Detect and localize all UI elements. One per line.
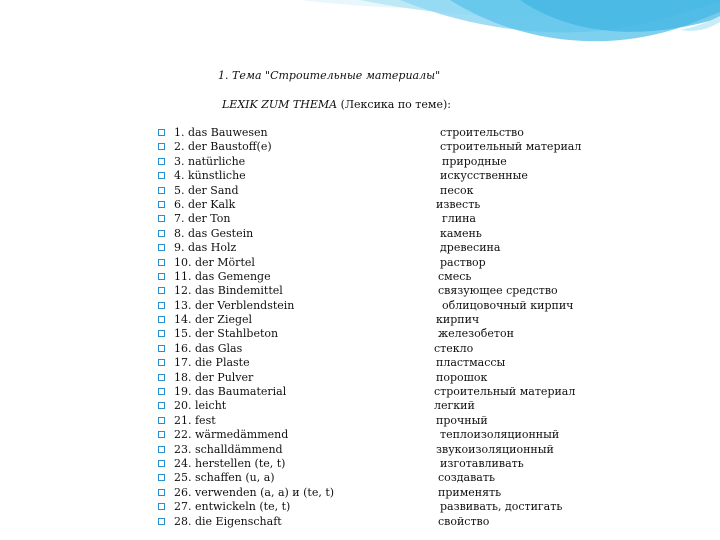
vocabulary-item (0, 256, 720, 270)
german-term: 1. das Bauwesen (174, 126, 268, 139)
checkbox-bullet-icon (158, 474, 165, 481)
checkbox-bullet-icon (158, 489, 165, 496)
checkbox-bullet-icon (158, 518, 165, 525)
russian-translation: строительный материал (440, 140, 582, 154)
german-term: 14. der Ziegel (174, 313, 253, 327)
russian-translation: свойство (438, 514, 490, 528)
german-term: 21. fest (174, 413, 216, 427)
russian-translation: изготавливать (440, 456, 524, 470)
checkbox-bullet-icon (158, 503, 165, 510)
german-term: 10. der Mörtel (174, 255, 255, 269)
checkbox-bullet-icon (158, 345, 165, 352)
vocabulary-item (0, 471, 720, 485)
german-term: 25. schaffen (u, a) (174, 471, 275, 485)
russian-translation: природные (442, 154, 507, 168)
german-term: 5. der Sand (174, 183, 239, 197)
vocabulary-item (0, 385, 720, 399)
checkbox-bullet-icon (158, 244, 165, 251)
russian-translation: глина (442, 212, 476, 226)
vocabulary-item (0, 241, 720, 255)
german-term: 11. das Gemenge (174, 269, 271, 283)
russian-translation: песок (440, 183, 474, 197)
russian-translation: строительный материал (434, 385, 576, 399)
vocabulary-item (0, 227, 720, 241)
checkbox-bullet-icon (158, 230, 165, 237)
checkbox-bullet-icon (158, 143, 165, 150)
checkbox-bullet-icon (158, 215, 165, 222)
russian-translation: раствор (440, 255, 486, 269)
german-term: 8. das Gestein (174, 226, 254, 240)
checkbox-bullet-icon (158, 460, 165, 467)
german-term: 4. künstliche (174, 169, 246, 183)
checkbox-bullet-icon (158, 287, 165, 294)
german-term: 24. herstellen (te, t) (174, 456, 286, 470)
vocabulary-item (0, 399, 720, 413)
russian-translation: прочный (436, 413, 488, 427)
vocabulary-item (0, 327, 720, 341)
vocabulary-item (0, 457, 720, 471)
checkbox-bullet-icon (158, 273, 165, 280)
german-term: 19. das Baumaterial (174, 385, 287, 399)
russian-translation: связующее средство (438, 284, 558, 298)
checkbox-bullet-icon (158, 201, 165, 208)
checkbox-bullet-icon (158, 172, 165, 179)
vocabulary-item (0, 356, 720, 370)
german-term: 23. schalldämmend (174, 442, 283, 456)
german-term: 15. der Stahlbeton (174, 327, 279, 341)
checkbox-bullet-icon (158, 359, 165, 366)
vocabulary-item (0, 284, 720, 298)
checkbox-bullet-icon (158, 330, 165, 337)
checkbox-bullet-icon (158, 374, 165, 381)
vocabulary-heading (222, 98, 451, 111)
vocabulary-list (0, 126, 720, 529)
german-term: 13. der Verblendstein (174, 298, 295, 312)
checkbox-bullet-icon (158, 259, 165, 266)
german-term: 16. das Glas (174, 341, 243, 355)
russian-translation: стекло (434, 341, 474, 355)
vocabulary-item (0, 443, 720, 457)
german-term: 12. das Bindemittel (174, 284, 283, 298)
vocabulary-heading-russian: (Лексика по теме): (337, 98, 451, 111)
vocabulary-item (0, 414, 720, 428)
german-term: 2. der Baustoff(e) (174, 140, 272, 154)
german-term: 20. leicht (174, 399, 227, 413)
russian-translation: камень (440, 226, 482, 240)
vocabulary-heading-german: LEXIK ZUM THEMA (222, 98, 338, 111)
russian-translation: древесина (440, 241, 501, 255)
german-term: 26. verwenden (a, a) и (te, t) (174, 485, 335, 499)
vocabulary-item (0, 140, 720, 154)
german-term: 22. wärmedämmend (174, 428, 289, 442)
checkbox-bullet-icon (158, 446, 165, 453)
vocabulary-item (0, 500, 720, 514)
vocabulary-item (0, 515, 720, 529)
vocabulary-item (0, 212, 720, 226)
checkbox-bullet-icon (158, 158, 165, 165)
header-wave-decoration (0, 0, 720, 70)
checkbox-bullet-icon (158, 316, 165, 323)
vocabulary-item (0, 198, 720, 212)
vocabulary-item (0, 313, 720, 327)
vocabulary-item (0, 270, 720, 284)
russian-translation: теплоизоляционный (440, 428, 560, 442)
page-title: 1. Тема "Строительные материалы" (218, 69, 441, 82)
russian-translation: легкий (434, 399, 475, 413)
russian-translation: кирпич (436, 313, 480, 327)
german-term: 18. der Pulver (174, 370, 254, 384)
russian-translation: строительство (440, 126, 524, 139)
checkbox-bullet-icon (158, 302, 165, 309)
vocabulary-item (0, 299, 720, 313)
russian-translation: развивать, достигать (440, 500, 563, 514)
checkbox-bullet-icon (158, 402, 165, 409)
vocabulary-item (0, 428, 720, 442)
checkbox-bullet-icon (158, 417, 165, 424)
russian-translation: железобетон (438, 327, 514, 341)
vocabulary-item (0, 155, 720, 169)
russian-translation: применять (438, 485, 502, 499)
russian-translation: создавать (438, 471, 495, 485)
german-term: 27. entwickeln (te, t) (174, 500, 291, 514)
vocabulary-item (0, 184, 720, 198)
german-term: 28. die Eigenschaft (174, 514, 282, 528)
german-term: 9. das Holz (174, 241, 237, 255)
russian-translation: облицовочный кирпич (442, 298, 574, 312)
checkbox-bullet-icon (158, 431, 165, 438)
vocabulary-item (0, 126, 720, 140)
russian-translation: порошок (436, 370, 488, 384)
checkbox-bullet-icon (158, 187, 165, 194)
russian-translation: смесь (438, 269, 472, 283)
vocabulary-item (0, 342, 720, 356)
russian-translation: известь (436, 197, 481, 211)
checkbox-bullet-icon (158, 388, 165, 395)
checkbox-bullet-icon (158, 129, 165, 136)
vocabulary-item (0, 486, 720, 500)
russian-translation: звукоизоляционный (436, 442, 554, 456)
german-term: 3. natürliche (174, 154, 246, 168)
vocabulary-item (0, 169, 720, 183)
german-term: 17. die Plaste (174, 356, 250, 370)
vocabulary-item (0, 371, 720, 385)
russian-translation: искусственные (440, 169, 528, 183)
german-term: 6. der Kalk (174, 197, 236, 211)
russian-translation: пластмассы (436, 356, 506, 370)
german-term: 7. der Ton (174, 212, 231, 226)
